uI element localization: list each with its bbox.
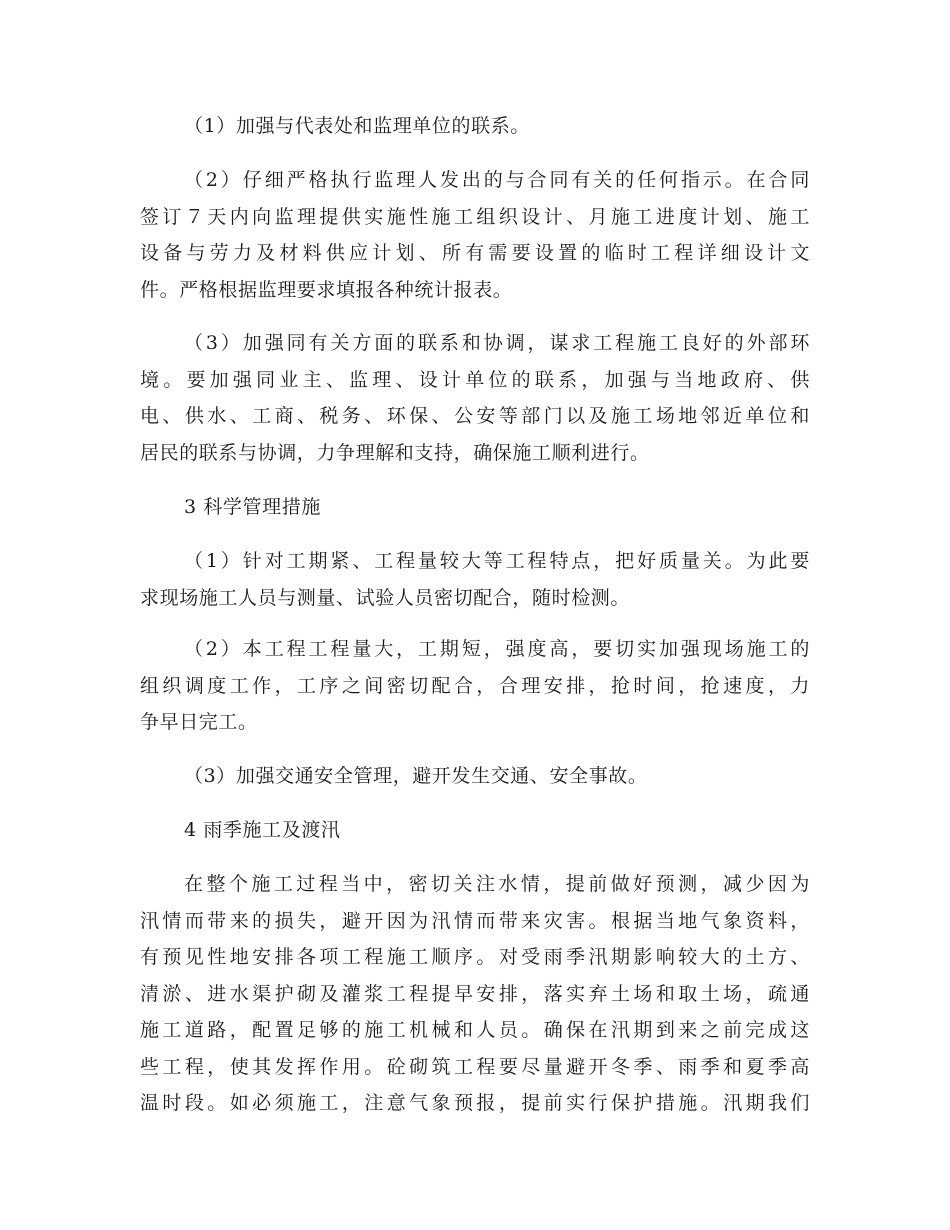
paragraph-line: 施工道路，配置足够的施工机械和人员。确保在汛期到来之前完成这 xyxy=(140,1019,810,1041)
section-heading-4: 4 雨季施工及渡汛 xyxy=(184,819,341,841)
paragraph-line: （3）加强同有关方面的联系和协调，谋求工程施工良好的外部环 xyxy=(184,332,810,354)
paragraph-line: 有预见性地安排各项工程施工顺序。对受雨季汛期影响较大的土方、 xyxy=(140,946,810,968)
paragraph-line: 居民的联系与协调，力争理解和支持，确保施工顺利进行。 xyxy=(140,441,650,464)
paragraph-3 xyxy=(140,325,810,471)
paragraph-line: 件。严格根据监理要求填报各种统计报表。 xyxy=(140,278,513,301)
paragraph-line: 求现场施工人员与测量、试验人员密切配合，随时检测。 xyxy=(140,586,631,609)
paragraph-line: （3）加强交通安全管理，避开发生交通、安全事故。 xyxy=(184,765,648,787)
paragraph-1 xyxy=(140,108,810,145)
paragraph-line: 组织调度工作，工序之间密切配合，合理安排，抢时间，抢速度，力 xyxy=(140,674,810,697)
paragraph-line: 境。要加强同业主、监理、设计单位的联系，加强与当地政府、供 xyxy=(140,368,810,391)
paragraph-line: 清淤、进水渠护砌及灌浆工程提早安排，落实弃土场和取土场，疏通 xyxy=(140,982,810,1005)
paragraph-line: 争早日完工。 xyxy=(140,711,258,733)
paragraph-5 xyxy=(140,543,810,616)
paragraph-line: （1）针对工期紧、工程量较大等工程特点，把好质量关。为此要 xyxy=(184,550,810,572)
paragraph-6 xyxy=(140,631,810,741)
paragraph-line: 些工程，使其发挥作用。砼砌筑工程要尽量避开冬季、雨季和夏季高 xyxy=(140,1055,810,1078)
paragraph-line: （1）加强与代表处和监理单位的联系。 xyxy=(184,115,530,137)
paragraph-line: 温时段。如必须施工，注意气象预报，提前实行保护措施。汛期我们 xyxy=(140,1092,810,1114)
paragraph-line: 签订７天内向监理提供实施性施工组织设计、月施工进度计划、施工 xyxy=(140,205,810,228)
paragraph-line: 在整个施工过程当中，密切关注水情，提前做好预测，减少因为 xyxy=(184,873,810,895)
paragraph-line: 设备与劳力及材料供应计划、所有需要设置的临时工程详细设计文 xyxy=(140,242,810,264)
section-heading-3: 3 科学管理措施 xyxy=(184,496,321,518)
paragraph-line: 电、供水、工商、税务、环保、公安等部门以及施工场地邻近单位和 xyxy=(140,405,810,427)
paragraph-line: （2）本工程工程量大，工期短，强度高，要切实加强现场施工的 xyxy=(184,638,810,660)
paragraph-2 xyxy=(140,162,810,308)
paragraph-7 xyxy=(140,758,810,795)
paragraph-line: （2）仔细严格执行监理人发出的与合同有关的任何指示。在合同 xyxy=(184,169,810,191)
paragraph-9 xyxy=(140,866,810,1122)
paragraph-line: 汛情而带来的损失，避开因为汛情而带来灾害。根据当地气象资料， xyxy=(140,909,810,932)
